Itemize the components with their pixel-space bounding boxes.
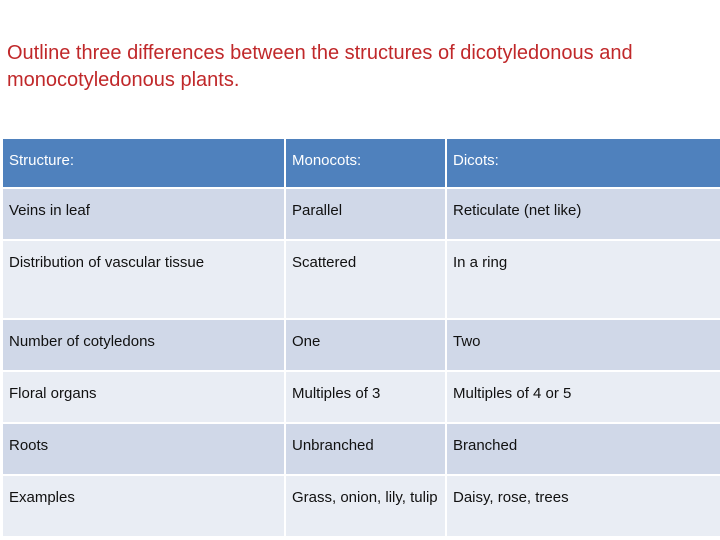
cell-monocots: Multiples of 3 bbox=[285, 371, 446, 423]
cell-structure: Distribution of vascular tissue bbox=[3, 240, 285, 319]
header-structure: Structure: bbox=[3, 139, 285, 188]
cell-dicots: In a ring bbox=[446, 240, 720, 319]
header-dicots: Dicots: bbox=[446, 139, 720, 188]
table-row bbox=[3, 240, 720, 319]
slide-title: Outline three differences between the structures of dicotyledonous and monocotyledonous plants. bbox=[7, 42, 633, 91]
cell-monocots: Unbranched bbox=[285, 423, 446, 475]
table-row bbox=[3, 188, 720, 240]
cell-structure: Number of cotyledons bbox=[3, 319, 285, 371]
cell-dicots: Daisy, rose, trees bbox=[446, 475, 720, 537]
cell-monocots: One bbox=[285, 319, 446, 371]
table-header-row bbox=[3, 139, 720, 188]
comparison-table bbox=[3, 139, 720, 538]
table-row bbox=[3, 371, 720, 423]
cell-structure: Veins in leaf bbox=[3, 188, 285, 240]
table-row bbox=[3, 475, 720, 537]
table-row bbox=[3, 423, 720, 475]
comparison-table-container bbox=[3, 139, 720, 538]
cell-structure: Roots bbox=[3, 423, 285, 475]
cell-monocots: Scattered bbox=[285, 240, 446, 319]
table-row bbox=[3, 319, 720, 371]
cell-dicots: Reticulate (net like) bbox=[446, 188, 720, 240]
cell-monocots: Parallel bbox=[285, 188, 446, 240]
cell-structure: Examples bbox=[3, 475, 285, 537]
cell-monocots: Grass, onion, lily, tulip bbox=[285, 475, 446, 537]
header-monocots: Monocots: bbox=[285, 139, 446, 188]
cell-dicots: Multiples of 4 or 5 bbox=[446, 371, 720, 423]
cell-dicots: Two bbox=[446, 319, 720, 371]
cell-structure: Floral organs bbox=[3, 371, 285, 423]
cell-dicots: Branched bbox=[446, 423, 720, 475]
